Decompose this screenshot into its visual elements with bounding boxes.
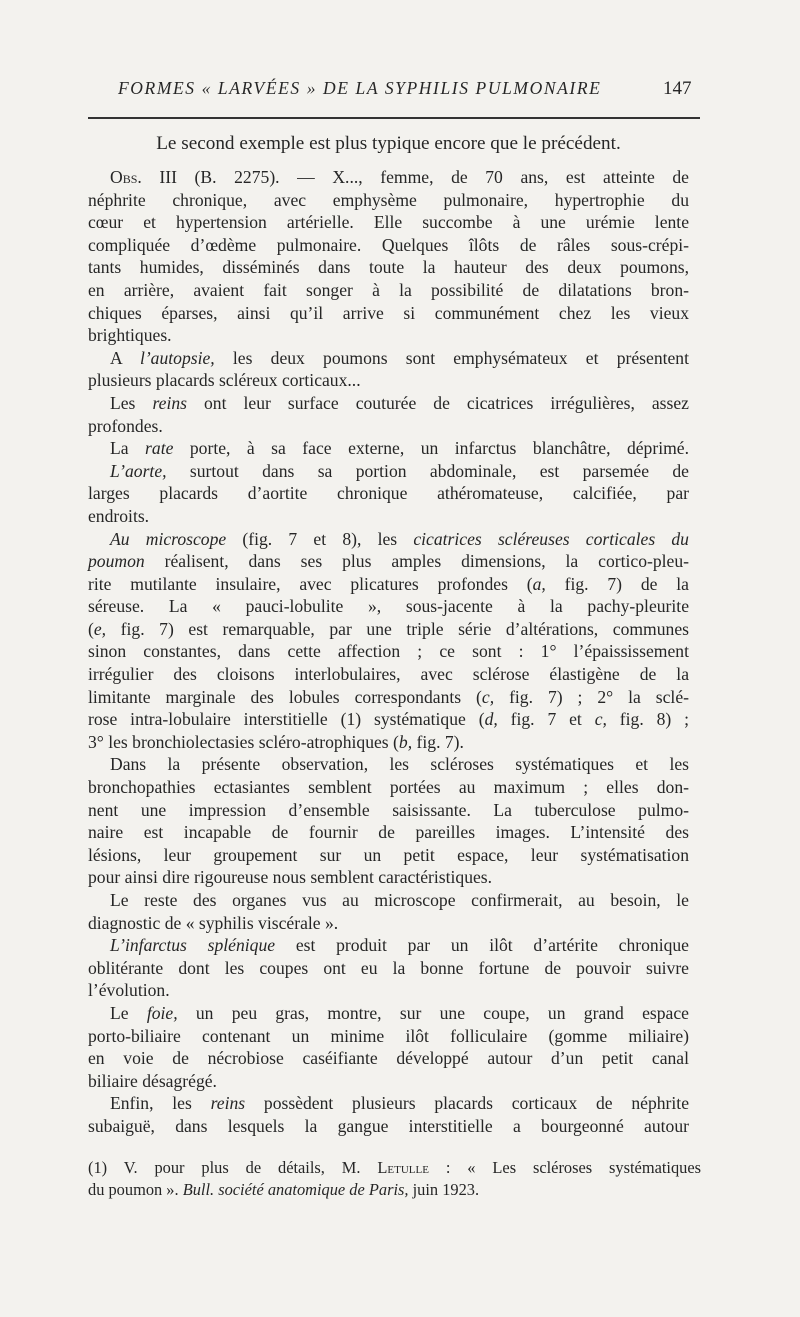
text-line: endroits.	[88, 505, 150, 526]
text-span: Les	[110, 392, 153, 413]
text-span: (fig. 7 et 8), les	[226, 528, 414, 549]
text-line: compliquée d’œdème pulmonaire. Quelques îlôts de râles sous-crépi-	[88, 234, 689, 255]
text-line	[88, 708, 689, 731]
text-line	[88, 460, 689, 483]
text-span: fig. 7).	[412, 731, 464, 752]
journal-title: Bull. société anatomique de Paris,	[182, 1180, 409, 1199]
text-line: diagnostic de « syphilis viscérale ».	[88, 912, 339, 933]
text-span: fig. 7) est remarquable, par une triple série d’altérations, communes	[106, 618, 689, 639]
italic-term: foie,	[146, 1002, 178, 1023]
text-line: plusieurs placards scléreux corticaux...	[88, 370, 361, 391]
text-span: ont leur surface couturée de cicatrices irrégulières, assez	[186, 392, 689, 413]
obs-line	[88, 166, 689, 189]
text-span: limitante marginale des lobules correspondants (	[88, 686, 482, 707]
header-rule	[88, 117, 700, 119]
footnotes	[88, 1157, 701, 1201]
italic-term: a,	[532, 573, 546, 594]
text-line	[88, 731, 689, 754]
text-line: bronchopathies ectasiantes semblent portées au maximum ; elles don-	[88, 777, 689, 798]
text-span: fig. 7) ; 2° la sclé-	[494, 686, 689, 707]
italic-term: cicatrices scléreuses corticales du	[413, 528, 689, 549]
text-span: Le	[110, 1002, 147, 1023]
text-span: réalisent, dans ses plus amples dimensions, la cortico-pleu-	[144, 551, 689, 572]
text-span: fig. 8) ;	[606, 709, 690, 730]
text-line: irrégulier des cloisons interlobulaires, avec sclérose élastigène de la	[88, 664, 689, 685]
text-line: biliaire désagrégé.	[88, 1070, 217, 1091]
text-line: séreuse. La « pauci-lobulite », sous-jacente à la pachy-pleurite	[88, 596, 689, 617]
text-line: porto-biliaire contenant un minime ilôt folliculaire (gomme miliaire)	[88, 1025, 689, 1046]
text-line: profondes.	[88, 415, 163, 436]
text-line	[88, 347, 689, 370]
text-line: larges placards d’aortite chronique athéromateuse, calcifiée, par	[88, 483, 689, 504]
italic-term: poumon	[88, 551, 145, 572]
italic-term: b,	[398, 731, 413, 752]
text-line	[88, 686, 689, 709]
text-line: brightiques.	[88, 325, 172, 346]
text-line	[88, 934, 689, 957]
text-span: rite mutilante insulaire, avec plicatures profondes (	[88, 573, 533, 594]
text-span: fig. 7 et	[497, 709, 595, 730]
text-span: A	[110, 347, 140, 368]
text-span: : « Les scléroses systématiques	[428, 1158, 702, 1177]
italic-term: d,	[484, 709, 498, 730]
text-line	[88, 618, 689, 641]
text-line: l’évolution.	[88, 980, 170, 1001]
running-header	[0, 74, 800, 102]
text-line: en arrière, avaient fait songer à la possibilité de dilatations bron-	[88, 279, 689, 300]
italic-term: l’autopsie,	[139, 347, 215, 368]
italic-term: Au microscope	[110, 528, 227, 549]
text-line: néphrite chronique, avec emphysème pulmonaire, hypertrophie du	[88, 189, 689, 210]
text-span: fig. 7) de la	[545, 573, 689, 594]
text-span: III (B. 2275). — X..., femme, de 70 ans, est atteinte de	[141, 167, 689, 187]
italic-term: L’aorte,	[110, 460, 167, 481]
text-span: La	[110, 438, 146, 459]
italic-term: L’infarctus splénique	[110, 935, 276, 956]
italic-term: e,	[93, 618, 107, 639]
text-line	[88, 550, 689, 573]
italic-term: reins	[152, 392, 187, 413]
text-line	[88, 573, 689, 596]
text-line: en voie de nécrobiose caséifiante développé autour d’un petit canal	[88, 1048, 689, 1069]
footnote-line	[88, 1179, 701, 1201]
running-title: FORMES « LARVÉES » DE LA SYPHILIS PULMONAIRE	[118, 78, 602, 98]
text-span: (1) V. pour plus de détails, M.	[88, 1158, 378, 1177]
text-line: nent une impression d’ensemble saisissante. La tuberculose pulmo-	[88, 799, 689, 820]
text-line: tants humides, disséminés dans toute la hauteur des deux poumons,	[88, 257, 689, 278]
text-line: Dans la présente observation, les scléroses systématiques et les	[110, 754, 689, 775]
text-line: oblitérante dont les coupes ont eu la bonne fortune de pouvoir suivre	[88, 957, 689, 978]
text-line: chiques éparses, ainsi qu’il arrive si communément chez les vieux	[88, 302, 689, 323]
text-span: (	[88, 618, 94, 639]
text-span: porte, à sa face externe, un infarctus blanchâtre, déprimé.	[173, 438, 689, 459]
text-line: Le reste des organes vus au microscope confirmerait, au besoin, le	[110, 890, 689, 910]
obs-head: Obs.	[110, 167, 142, 187]
italic-term: c,	[594, 709, 607, 730]
text-span: rose intra-lobulaire interstitielle (1) systématique (	[88, 709, 485, 730]
text-line	[88, 1092, 689, 1115]
author-name: Letulle	[377, 1158, 429, 1177]
page-number: 147	[663, 78, 692, 99]
text-span: un peu gras, montre, sur une coupe, un grand espace	[177, 1002, 689, 1023]
text-span: 3° les bronchiolectasies scléro-atrophiques (	[88, 731, 399, 752]
text-span: est produit par un ilôt d’artérite chronique	[275, 935, 689, 956]
text-span: Enfin, les	[110, 1093, 211, 1114]
text-line: naire est incapable de fournir de pareilles images. L’intensité des	[88, 822, 689, 843]
text-line: pour ainsi dire rigoureuse nous semblent caractéristiques.	[88, 867, 493, 888]
text-line	[88, 392, 689, 415]
italic-term: reins	[210, 1093, 246, 1114]
footnote-line	[88, 1157, 701, 1179]
text-span: possèdent plusieurs placards corticaux de néphrite	[245, 1093, 689, 1114]
italic-term: rate	[145, 438, 174, 459]
text-line: lésions, leur groupement sur un petit espace, leur systématisation	[88, 844, 689, 865]
text-line	[88, 528, 689, 551]
italic-term: c,	[481, 686, 495, 707]
text-span: surtout dans sa portion abdominale, est parsemée de	[166, 460, 689, 481]
intro-line: Le second exemple est plus typique encore que le précédent.	[156, 133, 621, 154]
text-line	[88, 437, 689, 460]
text-line: subaiguë, dans lesquels la gangue interstitielle a bourgeonné autour	[88, 1115, 689, 1136]
text-span: les deux poumons sont emphysémateux et présentent	[214, 347, 689, 368]
body-text	[88, 130, 689, 1138]
text-line: sinon constantes, dans cette affection ; ce sont : 1° l’épaississement	[88, 641, 689, 662]
text-line: cœur et hypertension artérielle. Elle succombe à une urémie lente	[88, 212, 689, 233]
text-span: juin 1923.	[408, 1180, 480, 1199]
text-line	[88, 1002, 689, 1025]
text-span: du poumon ».	[88, 1180, 183, 1199]
